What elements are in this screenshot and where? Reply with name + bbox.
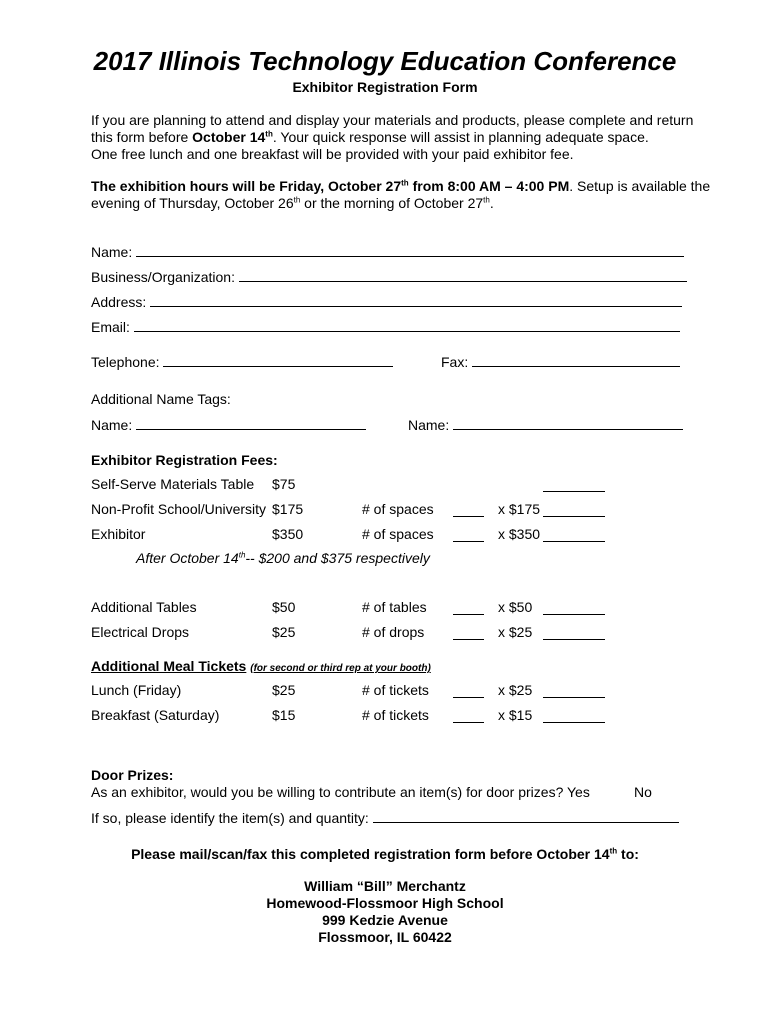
fee-price: $175 <box>272 501 304 517</box>
extra-qty-line[interactable] <box>453 601 484 615</box>
fee-qty-line[interactable] <box>453 528 484 542</box>
fee-item: Exhibitor <box>91 526 146 542</box>
meal-qty-label: # of tickets <box>362 707 429 723</box>
fax-field[interactable]: Fax: <box>441 353 680 371</box>
meal-item: Breakfast (Saturday) <box>91 707 220 723</box>
address-line: William “Bill” Merchantz <box>304 878 466 894</box>
hours-text-a: . Setup is available the evening of Thursday, October 26 <box>91 178 711 211</box>
fax-input-line[interactable] <box>472 353 680 367</box>
fee-mult: x $175 <box>498 501 541 517</box>
fee-qty-line[interactable] <box>453 503 484 517</box>
extra-price: $25 <box>272 624 296 640</box>
fee-total-line[interactable] <box>543 528 605 542</box>
fees-heading: Exhibitor Registration Fees: <box>91 452 278 468</box>
meal-total-line[interactable] <box>543 684 605 698</box>
extra-price: $50 <box>272 599 296 615</box>
name-input-line[interactable] <box>136 243 684 257</box>
mail-instruction: Please mail/scan/fax this completed registration form before October 14th to: <box>131 846 639 862</box>
meal-qty-line[interactable] <box>453 684 484 698</box>
meal-total-line[interactable] <box>543 709 605 723</box>
door-prizes-yes[interactable]: Yes <box>567 784 590 800</box>
intro-text-b: . Your quick response will assist in planning adequate space. <box>272 129 649 145</box>
extra-mult: x $25 <box>498 624 533 640</box>
telephone-field[interactable]: Telephone: <box>91 353 393 371</box>
tag-name-field-1[interactable]: Name: <box>91 416 366 434</box>
extra-item: Additional Tables <box>91 599 197 615</box>
intro-paragraph <box>91 112 711 163</box>
meal-mult: x $25 <box>498 682 533 698</box>
door-prizes-heading: Door Prizes: <box>91 767 174 783</box>
fee-total-line[interactable] <box>543 503 605 517</box>
fee-price: $75 <box>272 476 296 492</box>
meal-item: Lunch (Friday) <box>91 682 182 698</box>
additional-tags-label: Additional Name Tags: <box>91 391 231 407</box>
extra-qty-label: # of drops <box>362 624 425 640</box>
extra-mult: x $50 <box>498 599 533 615</box>
address-field[interactable]: Address: <box>91 293 682 311</box>
fee-item: Non-Profit School/University <box>91 501 267 517</box>
intro-deadline: October 14th <box>192 129 273 145</box>
intro-text-c: One free lunch and one breakfast will be provided with your paid exhibitor fee. <box>91 146 574 162</box>
late-fee-note: After October 14th-- $200 and $375 respectively <box>136 550 430 566</box>
tag-name-input-1[interactable] <box>136 416 366 430</box>
fee-item: Self-Serve Materials Table <box>91 476 255 492</box>
door-prizes-identify-field[interactable]: If so, please identify the item(s) and quantity: <box>91 809 679 827</box>
fee-qty-label: # of spaces <box>362 501 434 517</box>
extra-item: Electrical Drops <box>91 624 190 640</box>
hours-paragraph: The exhibition hours will be Friday, October 27th from 8:00 AM – 4:00 PM. Setup is available the evening of Thursday, October 26th or the morning of October 27th. <box>91 178 711 211</box>
business-field[interactable]: Business/Organization: <box>91 268 687 286</box>
mailing-address <box>0 878 770 946</box>
extra-qty-label: # of tables <box>362 599 427 615</box>
extra-total-line[interactable] <box>543 626 605 640</box>
meal-mult: x $15 <box>498 707 533 723</box>
meal-qty-label: # of tickets <box>362 682 429 698</box>
fee-price: $350 <box>272 526 304 542</box>
email-field[interactable]: Email: <box>91 318 680 336</box>
door-prizes-no[interactable]: No <box>634 784 652 800</box>
address-line: Flossmoor, IL 60422 <box>318 929 452 945</box>
meals-heading: Additional Meal Tickets (for second or third rep at your booth) <box>91 658 431 674</box>
fee-mult: x $350 <box>498 526 541 542</box>
tag-name-field-2[interactable]: Name: <box>408 416 683 434</box>
door-prizes-identify-line[interactable] <box>373 809 679 823</box>
extra-qty-line[interactable] <box>453 626 484 640</box>
intro-text-a: If you are planning to attend and display your materials and products, please complete and return this form before <box>91 112 694 145</box>
address-input-line[interactable] <box>150 293 682 307</box>
page-title: 2017 Illinois Technology Education Conference <box>93 46 677 76</box>
hours-bold: The exhibition hours will be Friday, October 27th from 8:00 AM – 4:00 PM <box>91 178 570 194</box>
form-subtitle: Exhibitor Registration Form <box>292 79 478 95</box>
fee-total-line[interactable] <box>543 478 605 492</box>
tag-name-input-2[interactable] <box>453 416 683 430</box>
door-prizes-question: As an exhibitor, would you be willing to contribute an item(s) for door prizes? <box>91 784 564 800</box>
name-field[interactable]: Name: <box>91 243 684 261</box>
meal-qty-line[interactable] <box>453 709 484 723</box>
email-input-line[interactable] <box>134 318 680 332</box>
address-line: 999 Kedzie Avenue <box>322 912 448 928</box>
business-input-line[interactable] <box>239 268 687 282</box>
fee-qty-label: # of spaces <box>362 526 434 542</box>
extra-total-line[interactable] <box>543 601 605 615</box>
meal-price: $25 <box>272 682 296 698</box>
telephone-input-line[interactable] <box>163 353 393 367</box>
address-line: Homewood-Flossmoor High School <box>266 895 504 911</box>
meal-price: $15 <box>272 707 296 723</box>
